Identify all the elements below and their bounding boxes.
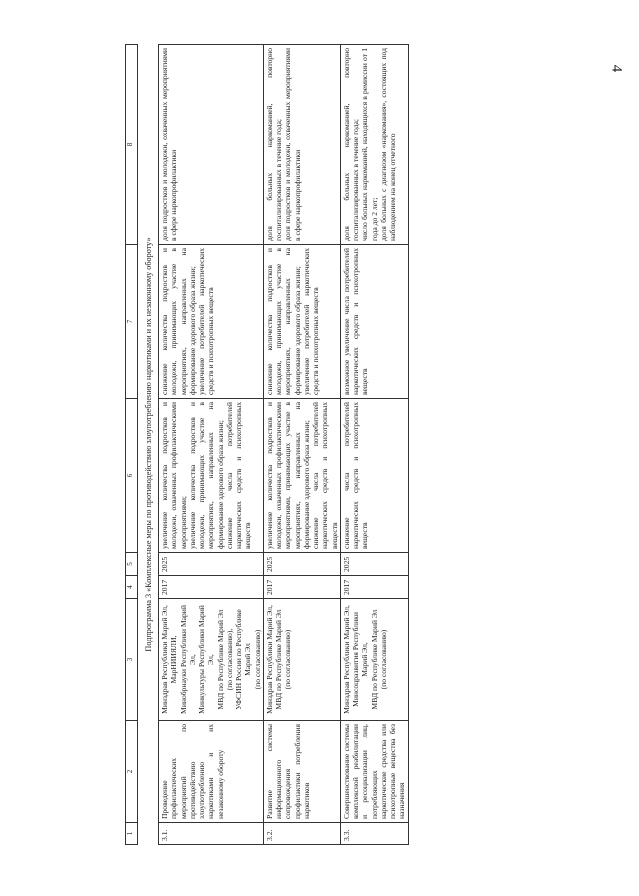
indicators-line: доля больных наркоманией, повторно госпитализированных в течение года;: [341, 48, 360, 241]
page-number: 4: [608, 64, 625, 73]
column-number: 7: [126, 245, 138, 399]
executors-line: МВД по Республике Марий Эл: [274, 609, 283, 710]
consequences-line: снижение количества подростков и молодежи, принимающих участие в мероприятиях, направленных на формирование здорового образа жизни;: [264, 248, 302, 395]
executors-line: МВД по Республике Марий Эл: [369, 609, 379, 710]
indicators: [159, 45, 264, 245]
executors-line: (по согласованию),: [224, 628, 234, 691]
table-row: [340, 45, 408, 845]
indicators-line: доля подростков и молодежи, охваченных мероприятиями в сфере наркопрофилактики: [160, 48, 179, 241]
end-year: 2025: [340, 553, 408, 576]
expected-result: [263, 399, 340, 553]
executors-line: (по согласованию): [252, 629, 262, 690]
executors-line: (по согласованию): [378, 629, 388, 690]
indicators-line: число больных наркоманией, находящихся в ремиссии от 1 года до 2 лет;: [360, 48, 379, 241]
expected-result-line: увеличение количества подростков и молодежи, принимающих участие в мероприятиях, направленных на формирование здорового образа жизни;: [187, 402, 225, 549]
row-number: 3.3.: [340, 823, 408, 845]
expected-result-line: снижение числа потребителей наркотических средств и психотропных веществ: [224, 402, 253, 549]
program-table: [125, 44, 409, 845]
measure-name: Проведение профилактических мероприятий по противодействию злоупотреблению наркотиками и их незаконному обороту: [159, 721, 264, 823]
subprogram-title: Подпрограмма 3 «Комплексные меры по противодействию злоупотреблению наркотиками и их незаконному обороту»: [138, 45, 159, 845]
column-number: 3: [126, 599, 138, 721]
consequences-line: увеличение потребителей наркотических средств и психотропных веществ: [197, 248, 216, 395]
expected-result-line: снижение числа потребителей наркотических средств и психотропных веществ: [311, 402, 339, 549]
indicators: [263, 45, 340, 245]
consequences: [340, 245, 408, 399]
expected-result-line: снижение числа потребителей наркотических средств и психотропных веществ: [341, 402, 370, 549]
end-year: 2025: [159, 553, 264, 576]
column-number: 2: [126, 721, 138, 823]
table-row: [263, 45, 340, 845]
expected-result: [340, 399, 408, 553]
indicators-line: доля подростков и молодежи, охваченных мероприятиями в сфере наркопрофилактики: [283, 48, 302, 241]
executors: [263, 599, 340, 721]
executors-line: Минздрав Республики Марий Эл,: [264, 605, 274, 714]
column-number: 1: [126, 823, 138, 845]
consequences-line: снижение количества подростков и молодежи, принимающих участие в мероприятиях, направленных на формирование здорового образа жизни;: [160, 248, 197, 395]
executors: [340, 599, 408, 721]
rotated-table-page: [125, 45, 605, 845]
start-year: 2017: [159, 576, 264, 599]
indicators-line: доля больных наркоманией, повторно госпитализированных в течение года;: [264, 48, 283, 241]
measure-name: Совершенствование системы комплексной реабилитации и ресоциализации лиц, потребляющих наркотические средства или психотропные вещества без назначения: [340, 721, 408, 823]
executors: [159, 599, 264, 721]
indicators-line: доля больных с диагнозом «наркомания», состоящих под наблюдением на конец отчетного: [378, 48, 397, 241]
column-number-row: [126, 45, 138, 845]
row-number: 3.1.: [159, 823, 264, 845]
consequences: [159, 245, 264, 399]
expected-result-line: увеличение количества подростков и молодежи, охваченных профилактическими мероприятиями, принимающих участие в мероприятиях, направленных на формирование здорового образа жизни;: [264, 402, 311, 549]
executors-line: МВД по Республике Марий Эл: [215, 609, 225, 710]
executors-line: Минздрав Республики Марий Эл,: [341, 605, 351, 714]
column-number: 8: [126, 45, 138, 245]
executors-line: Минобрнауки Республики Марий Эл,: [178, 605, 197, 714]
executors-line: (по согласованию): [283, 629, 293, 690]
executors-line: Минсоцразвития Республики Марий Эл,: [351, 612, 370, 707]
indicators: [340, 45, 408, 245]
start-year: 2017: [263, 576, 340, 599]
column-number: 5: [126, 553, 138, 576]
executors-line: Минздрав Республики Марий Эл,: [160, 605, 169, 714]
column-number: 6: [126, 399, 138, 553]
consequences-line: возможное увеличение числа потребителей наркотических средств и психотропных веществ: [341, 248, 370, 395]
expected-result: [159, 399, 264, 553]
executors-line: МарНИИЯЛИ,: [169, 635, 179, 684]
table-row: [159, 45, 264, 845]
expected-result-line: увеличение количества подростков и молодежи, охваченных профилактическими мероприятиями;: [160, 402, 188, 549]
measure-name: Развитие системы информационного сопровождения профилактики потребления наркотиков: [263, 721, 340, 823]
executors-line: Минкультуры Республики Марий Эл,: [197, 605, 216, 714]
row-number: 3.2.: [263, 823, 340, 845]
table-body: [159, 45, 409, 845]
column-number: 4: [126, 576, 138, 599]
start-year: 2017: [340, 576, 408, 599]
consequences-line: увеличение потребителей наркотических средств и психотропных веществ: [301, 248, 320, 395]
consequences: [263, 245, 340, 399]
end-year: 2025: [263, 553, 340, 576]
executors-line: УФСИН России по Республике Марий Эл: [234, 609, 253, 710]
